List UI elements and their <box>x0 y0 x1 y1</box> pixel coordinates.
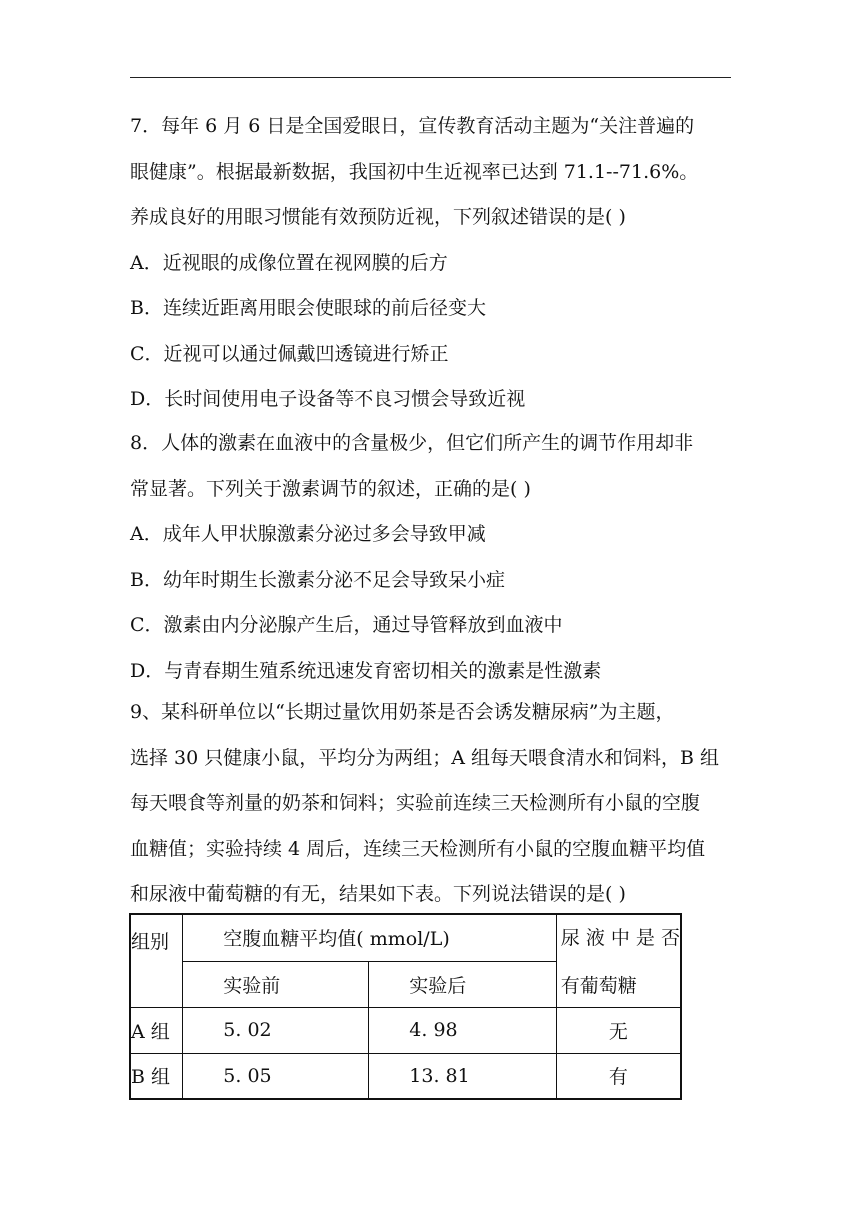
cell-group: A 组 <box>130 1007 183 1053</box>
header-before: 实验前 <box>183 961 369 1007</box>
cell-urine: 无 <box>556 1007 681 1053</box>
cell-after: 13. 81 <box>369 1053 557 1099</box>
cell-urine: 有 <box>556 1053 681 1099</box>
table-row <box>130 1053 681 1099</box>
question-7-stem-line: 养成良好的用眼习惯能有效预防近视，下列叙述错误的是( ) <box>130 206 626 228</box>
question-7-option-b: B．连续近距离用眼会使眼球的前后径变大 <box>130 297 486 319</box>
question-7-option-a: A．近视眼的成像位置在视网膜的后方 <box>130 251 448 274</box>
question-7 <box>130 104 740 423</box>
question-9-stem-line: 每天喂食等剂量的奶茶和饲料；实验前连续三天检测所有小鼠的空腹 <box>130 792 701 814</box>
question-8-option-a: A．成年人甲状腺激素分泌过多会导致甲减 <box>130 523 486 545</box>
question-9 <box>130 690 740 918</box>
question-8-option-b: B．幼年时期生长激素分泌不足会导致呆小症 <box>130 568 505 591</box>
header-urine <box>556 914 681 1007</box>
question-9-stem-line: 和尿液中葡萄糖的有无，结果如下表。下列说法错误的是( ) <box>130 883 626 905</box>
cell-after: 4. 98 <box>369 1007 557 1053</box>
header-group: 组别 <box>130 914 183 1007</box>
header-urine-line-1: 尿 液 中 是 否 <box>560 927 680 950</box>
question-7-stem-line: 眼健康”。根据最新数据，我国初中生近视率已达到 71.1--71.6%。 <box>130 160 699 183</box>
cell-before: 5. 05 <box>183 1053 369 1099</box>
question-7-option-c: C．近视可以通过佩戴凹透镜进行矫正 <box>130 342 449 365</box>
cell-group: B 组 <box>130 1053 183 1099</box>
cell-before: 5. 02 <box>183 1007 369 1053</box>
question-8-stem-line: 常显著。下列关于激素调节的叙述，正确的是( ) <box>130 477 531 500</box>
question-8-option-c: C．激素由内分泌腺产生后，通过导管释放到血液中 <box>130 614 563 636</box>
question-7-stem-line: 7．每年 6 月 6 日是全国爱眼日，宣传教育活动主题为“关注普遍的 <box>130 115 695 137</box>
blood-glucose-table <box>129 913 682 1100</box>
question-9-stem-line: 9、某科研单位以“长期过量饮用奶茶是否会诱发糖尿病”为主题， <box>130 701 675 723</box>
table-row <box>130 1007 681 1053</box>
question-9-stem-line: 选择 30 只健康小鼠，平均分为两组；A 组每天喂食清水和饲料，B 组 <box>130 746 720 769</box>
header-glucose: 空腹血糖平均值( mmol/L) <box>183 914 557 961</box>
header-urine-line-2: 有葡萄糖 <box>560 975 637 998</box>
question-8-stem-line: 8．人体的激素在血液中的含量极少，但它们所产生的调节作用却非 <box>130 432 694 454</box>
header-after: 实验后 <box>369 961 557 1007</box>
header-rule <box>130 77 731 78</box>
question-7-option-d: D．长时间使用电子设备等不良习惯会导致近视 <box>130 388 526 410</box>
question-8 <box>130 421 740 694</box>
question-8-option-d: D．与青春期生殖系统迅速发育密切相关的激素是性激素 <box>130 659 602 682</box>
question-9-stem-line: 血糖值；实验持续 4 周后，连续三天检测所有小鼠的空腹血糖平均值 <box>130 837 706 860</box>
